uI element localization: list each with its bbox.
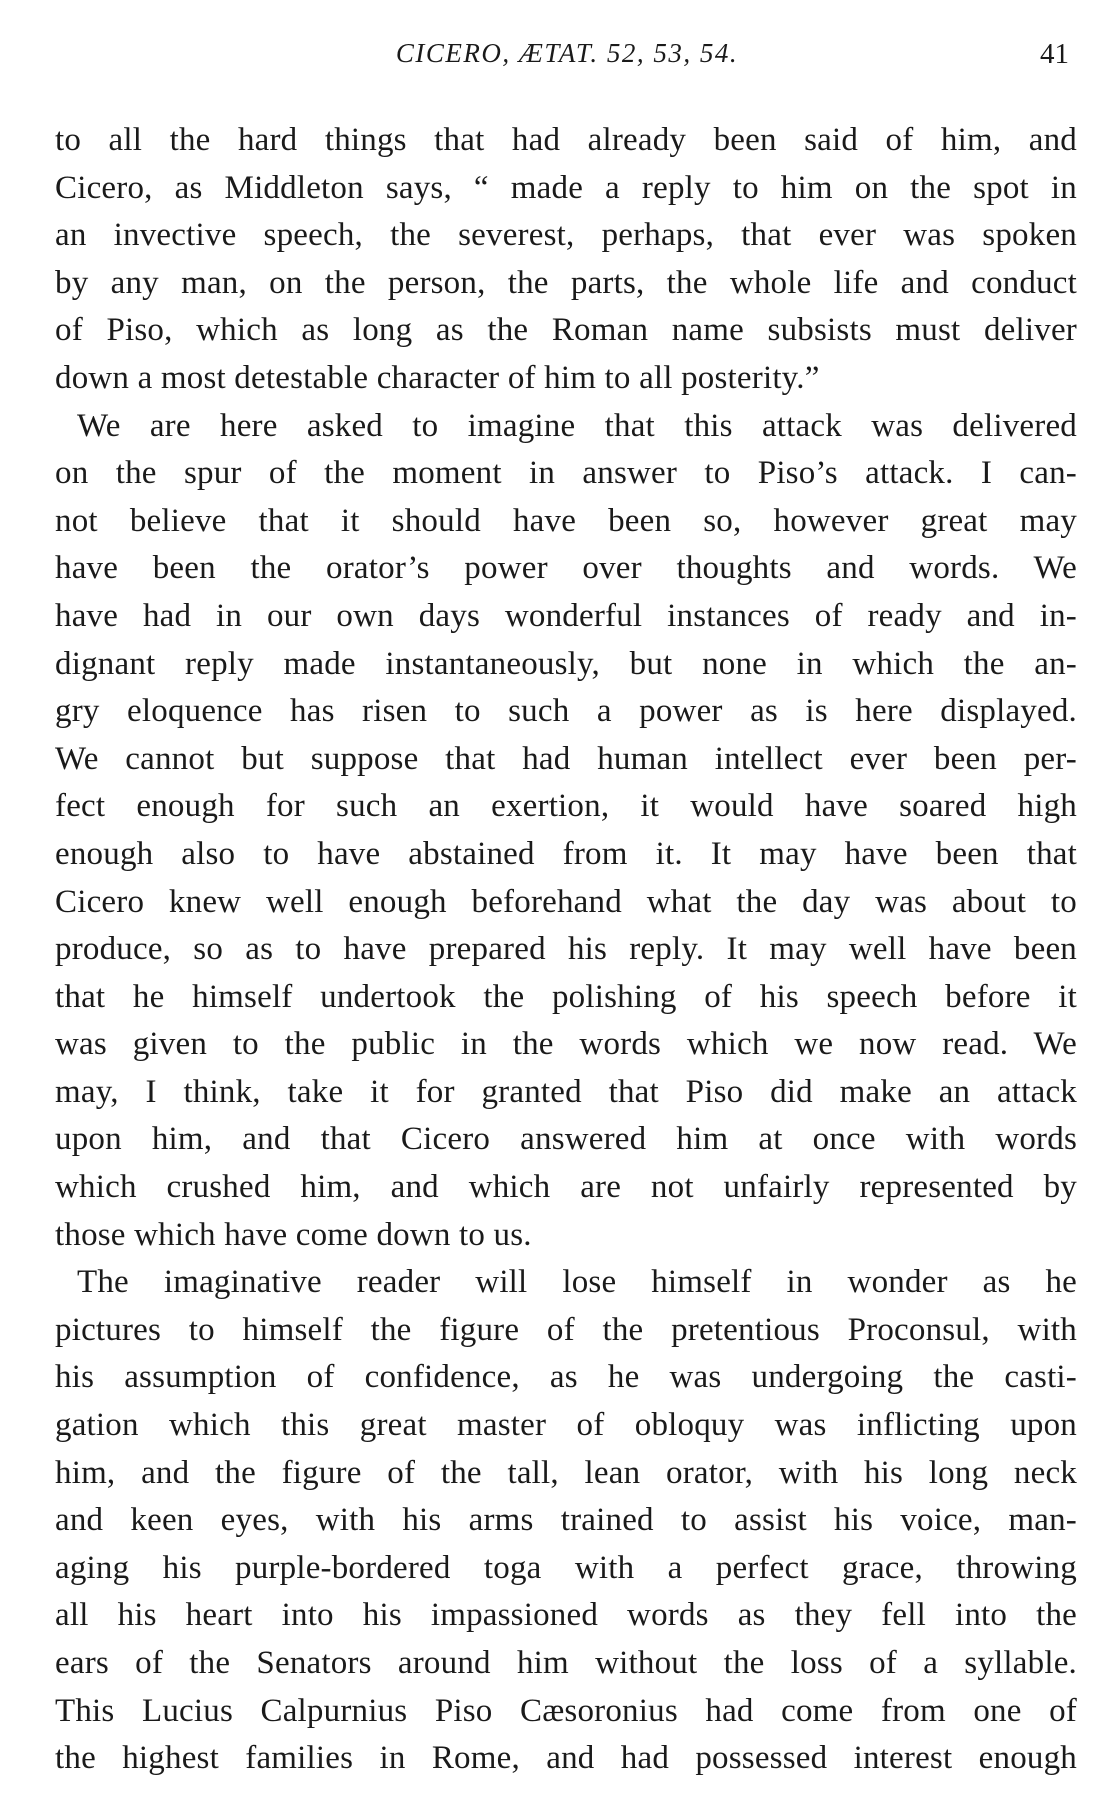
text-line: ears of the Senators around him without the loss of a syllable. xyxy=(55,1645,1077,1681)
paragraph-3 xyxy=(55,1259,1077,1783)
text-line: and keen eyes, with his arms trained to assist his voice, man- xyxy=(55,1502,1077,1539)
text-line: the highest families in Rome, and had possessed interest enough xyxy=(55,1740,1077,1777)
paragraph-1 xyxy=(55,117,1077,403)
text-line: was given to the public in the words which we now read. We xyxy=(55,1026,1077,1063)
text-line: have been the orator’s power over thoughts and words. We xyxy=(55,550,1077,587)
text-line: gation which this great master of obloquy was inflicting upon xyxy=(55,1407,1077,1444)
running-head xyxy=(55,38,1079,78)
paragraph-2 xyxy=(55,403,1077,1260)
text-line: upon him, and that Cicero answered him at once with words xyxy=(55,1121,1077,1158)
text-line: down a most detestable character of him to all posterity.” xyxy=(55,359,820,396)
body-text xyxy=(55,117,1077,1783)
text-line: by any man, on the person, the parts, the whole life and conduct xyxy=(55,264,1077,301)
page-number: 41 xyxy=(1040,38,1069,70)
text-line: those which have come down to us. xyxy=(55,1216,532,1253)
text-line: not believe that it should have been so, however great may xyxy=(55,502,1077,539)
text-line: which crushed him, and which are not unfairly represented by xyxy=(55,1169,1077,1206)
text-line: his assumption of confidence, as he was undergoing the casti- xyxy=(55,1359,1077,1396)
text-line: have had in our own days wonderful instances of ready and in- xyxy=(55,597,1077,634)
text-line: all his heart into his impassioned words as they fell into the xyxy=(55,1597,1077,1634)
text-line: produce, so as to have prepared his reply. It may well have been xyxy=(55,931,1077,968)
text-line: on the spur of the moment in answer to Piso’s attack. I can- xyxy=(55,455,1077,492)
text-line: gry eloquence has risen to such a power as is here displayed. xyxy=(55,693,1077,730)
text-line: of Piso, which as long as the Roman name subsists must deliver xyxy=(55,312,1077,349)
text-line: fect enough for such an exertion, it would have soared high xyxy=(55,788,1077,825)
text-line: to all the hard things that had already been said of him, and xyxy=(55,122,1077,158)
text-line: Cicero, as Middleton says, “ made a reply to him on the spot in xyxy=(55,169,1077,206)
text-line: an invective speech, the severest, perhaps, that ever was spoken xyxy=(55,217,1077,254)
text-line: may, I think, take it for granted that Piso did make an attack xyxy=(55,1073,1077,1110)
text-line: We are here asked to imagine that this attack was delivered xyxy=(77,407,1077,444)
text-line: that he himself undertook the polishing of his speech before it xyxy=(55,978,1077,1015)
text-line: him, and the figure of the tall, lean orator, with his long neck xyxy=(55,1454,1077,1491)
text-line: enough also to have abstained from it. It may have been that xyxy=(55,835,1077,872)
text-line: This Lucius Calpurnius Piso Cæsoronius had come from one of xyxy=(55,1692,1077,1729)
text-line: dignant reply made instantaneously, but none in which the an- xyxy=(55,645,1077,682)
text-line: Cicero knew well enough beforehand what the day was about to xyxy=(55,883,1077,920)
text-line: The imaginative reader will lose himself in wonder as he xyxy=(77,1264,1077,1301)
text-line: pictures to himself the figure of the pretentious Proconsul, with xyxy=(55,1311,1077,1348)
running-title: CICERO, ÆTAT. 52, 53, 54. xyxy=(395,38,739,68)
text-line: We cannot but suppose that had human intellect ever been per- xyxy=(55,740,1077,777)
text-line: aging his purple-bordered toga with a perfect grace, throwing xyxy=(55,1549,1077,1586)
